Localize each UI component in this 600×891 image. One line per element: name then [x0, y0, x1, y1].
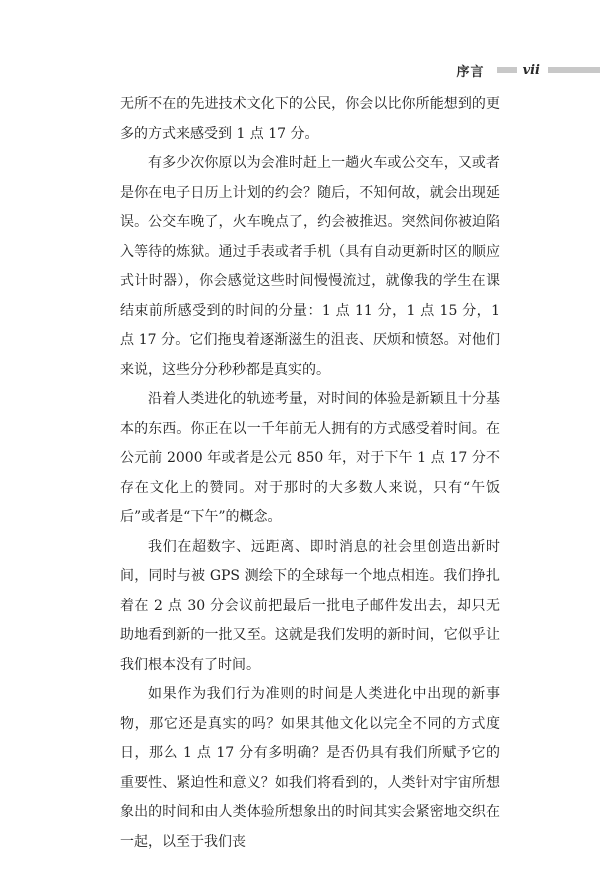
- running-header: [457, 60, 600, 80]
- section-title: 序言: [456, 64, 485, 80]
- paragraph: 有多少次你原以为会准时赶上一趟火车或公交车，又或者是你在电子日历上计划的约会？随后，不知何故，就会出现延误。公交车晚了，火车晚点了，约会被推迟。突然间你被迫陷入等待的炼狱。通过手表或者手机（具有自动更新时区的顺应式计时器），你会感觉这些时间慢慢流过，就像我的学生在课结束前所感受到的时间的分量：1 点 11 分，1 点 15 分，1 点 17 分。它们拖曳着逐渐滋生的沮丧、厌烦和愤怒。对他们来说，这些分分秒秒都是真实的。: [120, 155, 500, 378]
- paragraph-continuation: 无所不在的先进技术文化下的公民，你会以比你所能想到的更多的方式来感受到 1 点 17 分。: [120, 96, 500, 142]
- page-number: vii: [522, 62, 540, 78]
- header-decorative-bar: [497, 67, 517, 73]
- paragraph: 我们在超数字、远距离、即时消息的社会里创造出新时间，同时与被 GPS 测绘下的全球每一个地点相连。我们挣扎着在 2 点 30 分会议前把最后一批电子邮件发出去，却只无助地看到新的一批又至。这就是我们发明的新时间，它似乎让我们根本没有了时间。: [120, 538, 500, 673]
- paragraph: 沿着人类进化的轨迹考量，对时间的体验是新颖且十分基本的东西。你正在以一千年前无人拥有的方式感受着时间。在公元前 2000 年或者是公元 850 年，对于下午 1 点 17 分不存在文化上的赞同。对于那时的大多数人来说，只有“午饭后”或者是“下午”的概念。: [120, 391, 500, 525]
- paragraph: 如果作为我们行为准则的时间是人类进化中出现的新事物，那它还是真实的吗？如果其他文化以完全不同的方式度日，那么 1 点 17 分有多明确？是否仍具有我们所赋予它的重要性、紧迫性和意义？如我们将看到的，人类针对宇宙所想象出的时间和由人类体验所想象出的时间其实会紧密地交织在一起，以至于我们丧: [120, 686, 500, 850]
- header-decorative-bar-long: [548, 67, 600, 73]
- body-text: [120, 90, 500, 857]
